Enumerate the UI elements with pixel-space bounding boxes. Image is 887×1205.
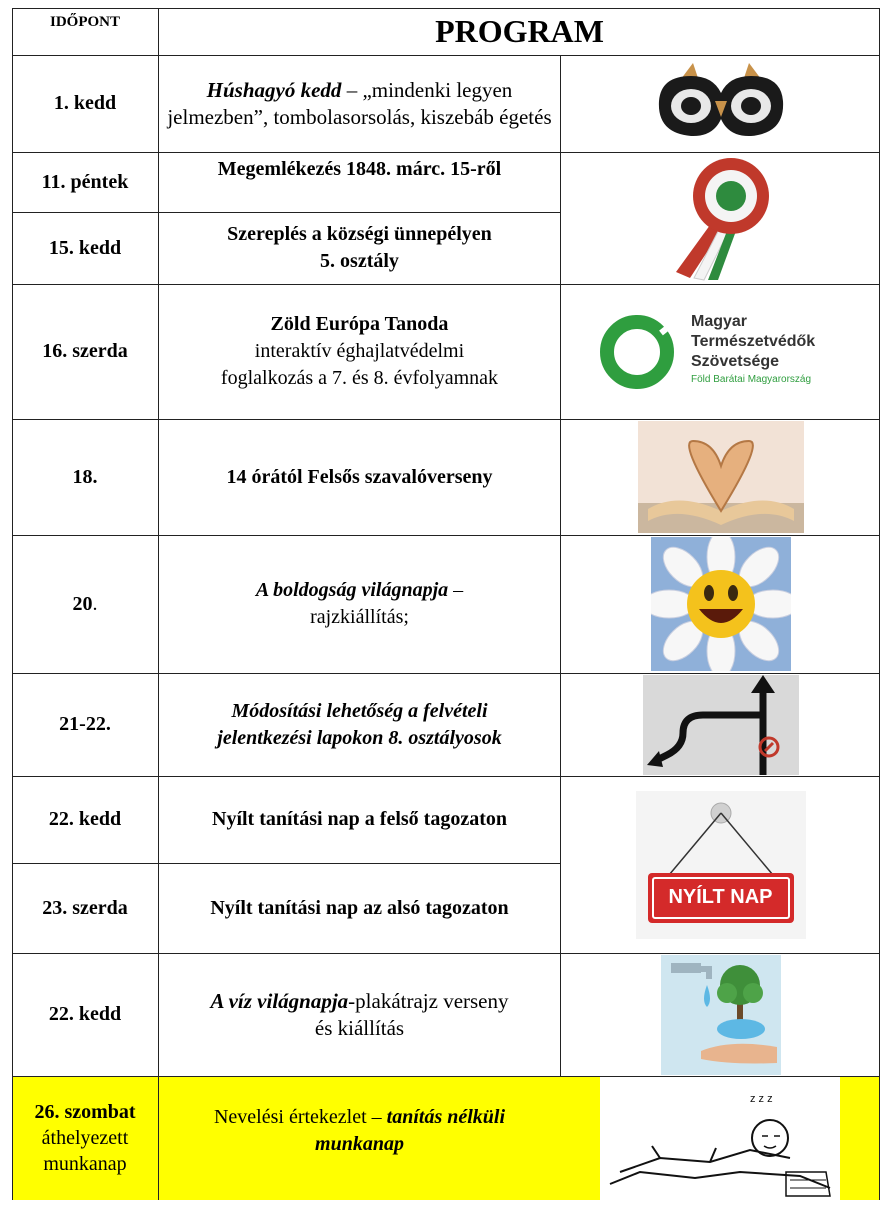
book-heart-icon	[638, 421, 804, 533]
row-program: Módosítási lehetőség a felvételi jelentkezési lapokon 8. osztályosok	[217, 699, 502, 749]
detour-sign-icon	[643, 675, 799, 775]
table-row	[12, 284, 880, 419]
row-program: Nyílt tanítási nap az alsó tagozaton	[210, 896, 509, 919]
table-row	[12, 55, 880, 152]
header-date-label: IDŐPONT	[49, 14, 120, 30]
logo-cell	[560, 284, 880, 419]
logo-line: Magyar	[691, 313, 748, 330]
header-date-cell	[12, 8, 158, 55]
row-program: Nevelési értekezlet – tanítás nélküli munkanap	[213, 1106, 506, 1155]
sign-plate	[648, 873, 794, 923]
row-program: A boldogság világnapja – rajzkiállítás;	[255, 579, 464, 628]
row-date: 22. kedd	[48, 808, 122, 830]
row-date: 16. szerda	[42, 340, 128, 362]
water-tree-hand-icon	[661, 955, 781, 1075]
cockade-icon	[646, 154, 796, 282]
row-program: Megemlékezés 1848. márc. 15-ről	[217, 158, 502, 180]
row-program: 14 órától Felsős szavalóverseny	[226, 465, 493, 488]
header-row	[12, 8, 880, 55]
divider	[12, 953, 880, 954]
row-program: Zöld Európa Tanoda interaktív éghajlatvédelmi foglalkozás a 7. és 8. évfolyamnak	[220, 313, 499, 389]
table-row	[12, 419, 880, 535]
divider	[12, 152, 880, 153]
row-program: A víz világnapja-plakátrajz verseny és kiállítás	[210, 988, 509, 1040]
header-program-cell	[158, 8, 880, 55]
row-date: 1. kedd	[53, 92, 117, 114]
row-date: 21-22.	[59, 713, 111, 735]
divider	[12, 55, 880, 56]
row-date: 20.	[72, 592, 98, 615]
row-date: 11. péntek	[41, 170, 129, 193]
row-date: 26. szombat áthelyezett munkanap	[34, 1101, 136, 1175]
divider	[12, 535, 880, 536]
svg-text:z z z: z z z	[750, 1093, 773, 1105]
row-date: 15. kedd	[48, 236, 122, 259]
row-program: Szereplés a községi ünnepélyen 5. osztály	[227, 223, 492, 272]
row-date: 22. kedd	[48, 1003, 122, 1025]
divider	[12, 1076, 880, 1077]
row-program: Húshagyó kedd – „mindenki legyen jelmezben”, tombolasorsolás, kiszebáb égetés	[167, 77, 552, 129]
row-date: 23. szerda	[42, 896, 128, 919]
divider	[12, 212, 560, 213]
table-row	[12, 673, 880, 776]
header-program-label: PROGRAM	[435, 13, 604, 49]
owl-mask-icon	[651, 61, 791, 146]
open-day-sign-icon	[636, 791, 806, 939]
row-program: Nyílt tanítási nap a felső tagozaton	[212, 808, 507, 830]
divider	[12, 673, 880, 674]
smiley-daisy-icon	[651, 537, 791, 671]
divider	[12, 284, 880, 285]
logo-line: Természetvédők	[691, 333, 816, 350]
table-row	[12, 953, 880, 1076]
divider	[12, 863, 560, 864]
logo-line: Szövetsége	[691, 353, 780, 370]
table-row	[12, 535, 880, 673]
table-row	[12, 1076, 880, 1200]
divider	[12, 419, 880, 420]
divider	[12, 776, 880, 777]
sign-text: NYÍLT NAP	[668, 886, 773, 908]
sleeping-person-icon	[600, 1076, 840, 1200]
row-date: 18.	[72, 465, 98, 488]
logo-subtitle: Föld Barátai Magyarország	[691, 374, 812, 385]
